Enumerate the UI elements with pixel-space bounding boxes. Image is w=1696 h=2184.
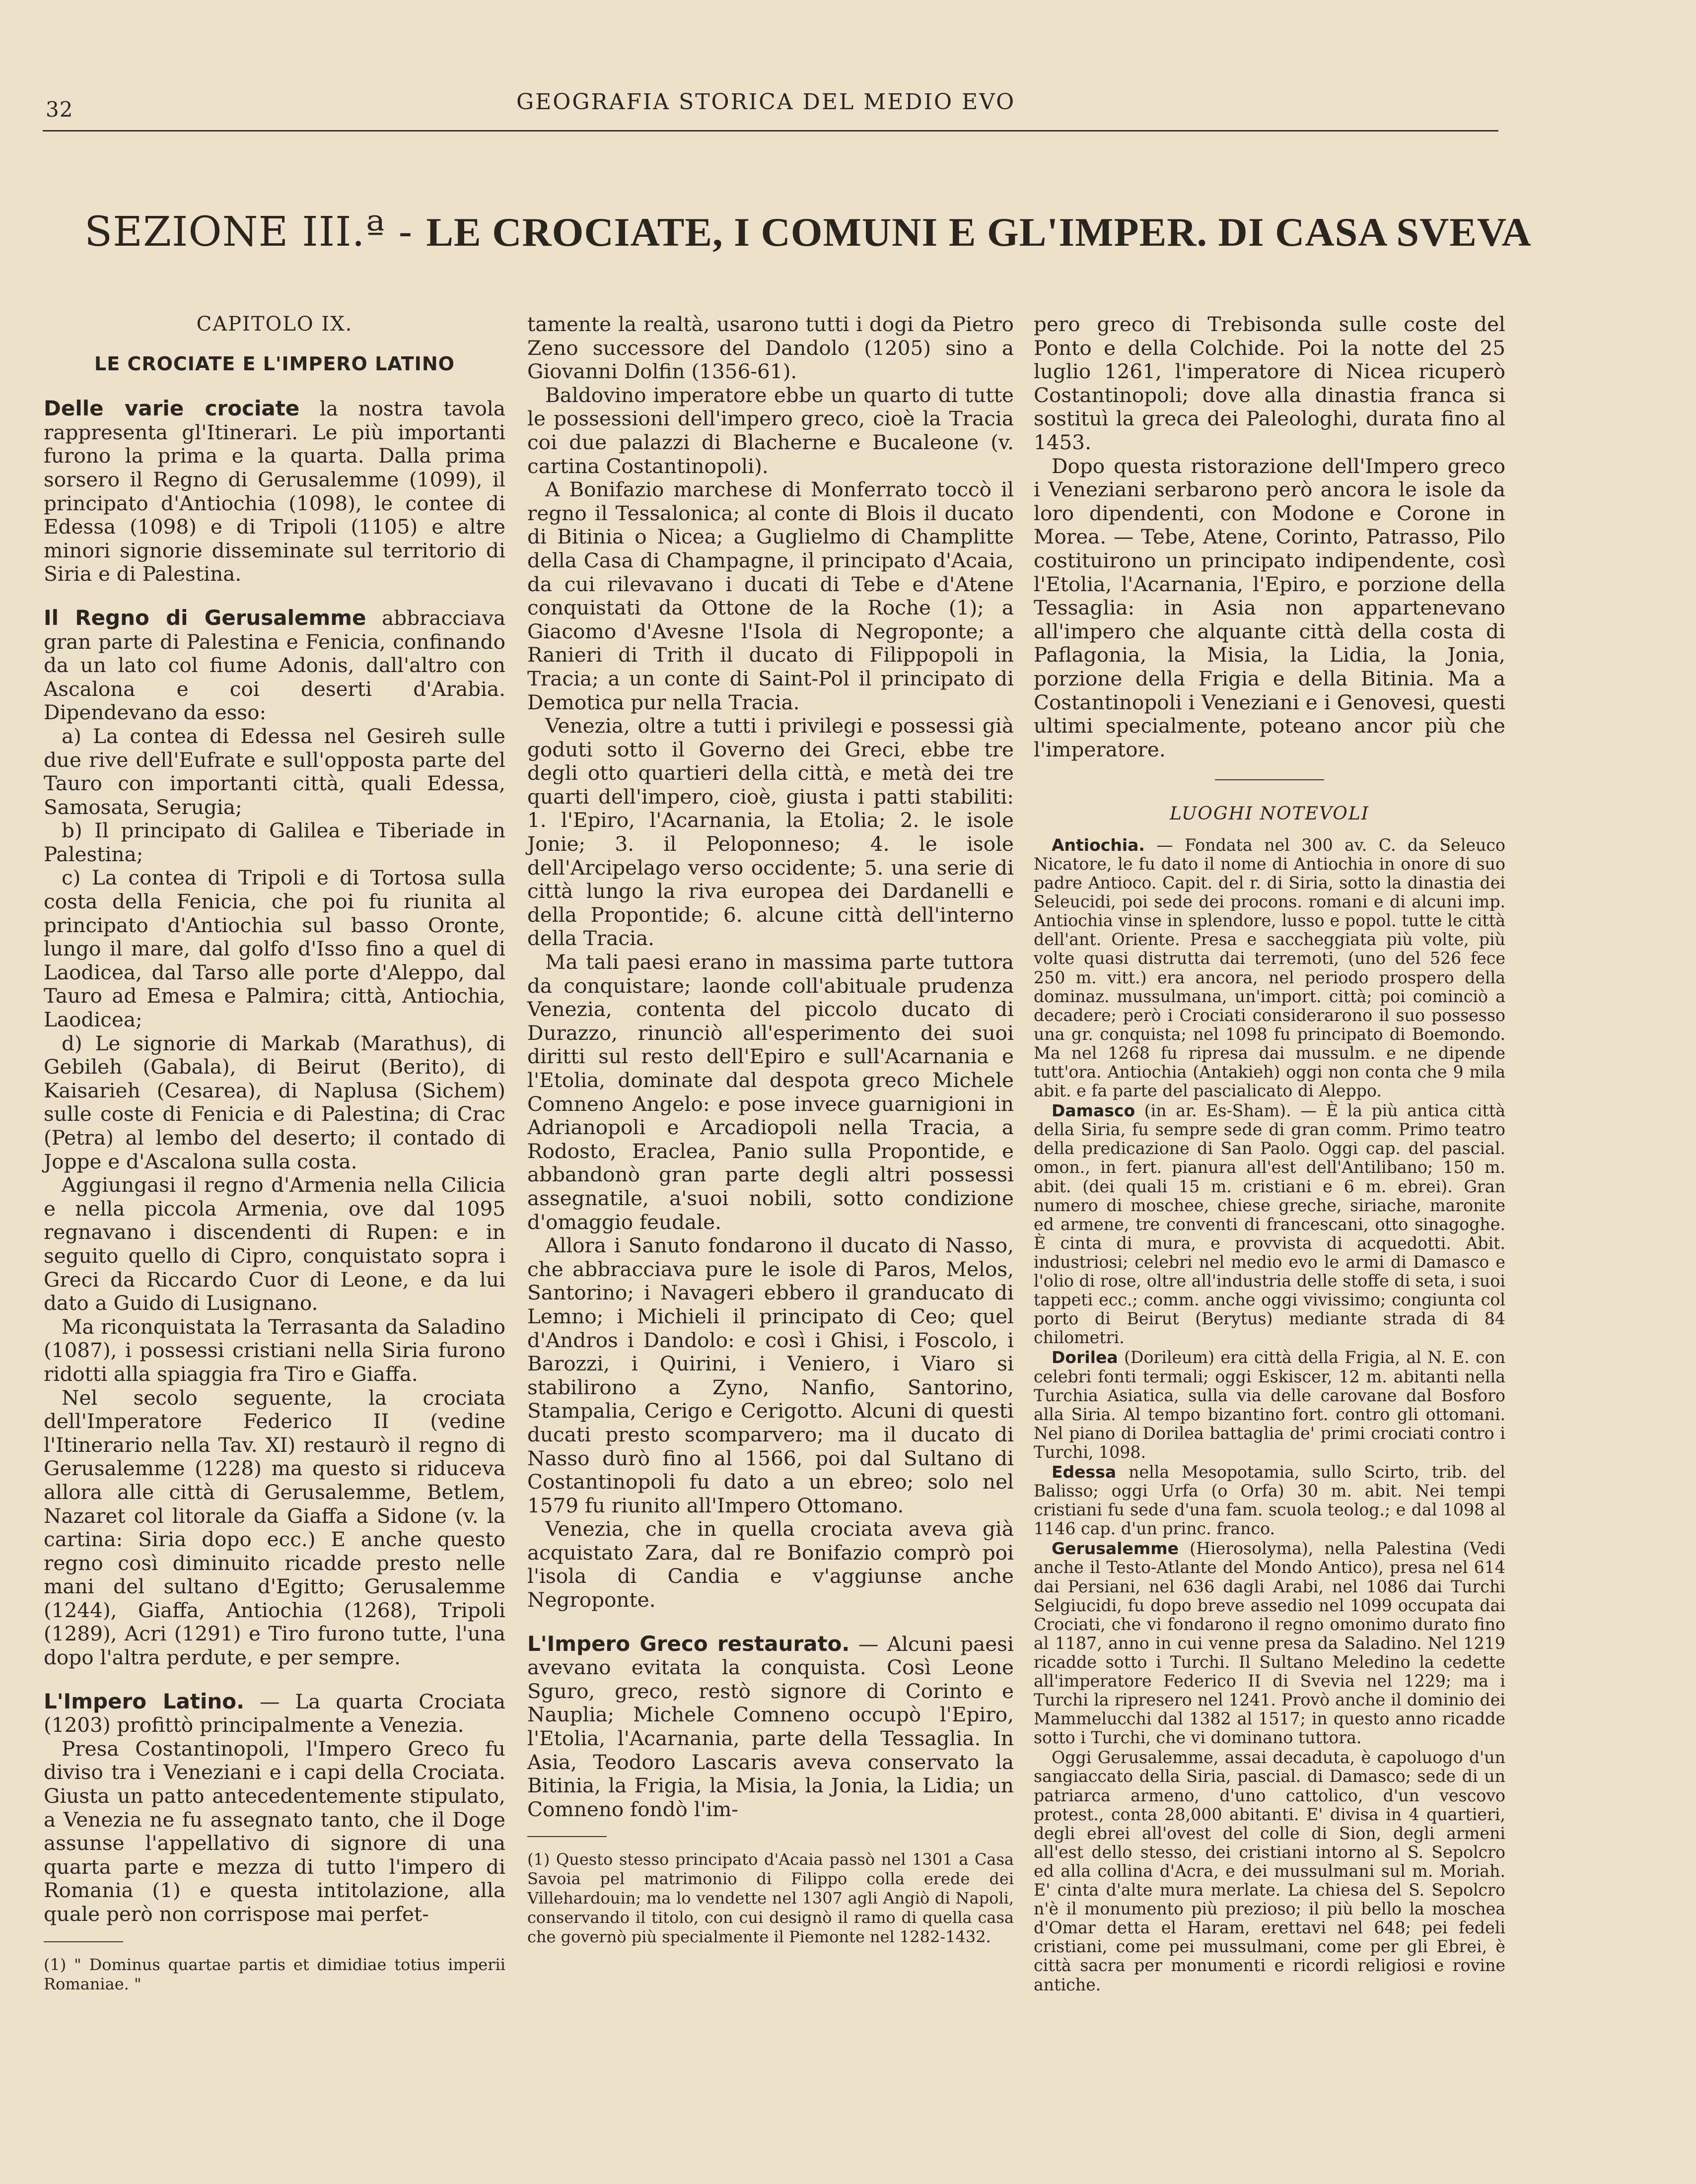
page-number: 32: [46, 97, 73, 122]
paragraph: Dopo questa ristorazione dell'Impero greco i Veneziani serbarono però ancora le isole da loro dipendenti, con Modone e Corone in Morea. — Tebe, Atene, Corinto, Patrasso, Pilo costituirono un principato indipendente, così l'Etolia, l'Acarnania, l'Epiro, e porzione della Tessaglia: in Asia non appartenevano all'impero che alquante città della costa di Paflagonia, la Misia, la Lidia, la Jonia, porzione della Frigia e della Bitinia. Ma a Costantinopoli i Veneziani e i Genovesi, questi ultimi specialmente, poteano ancor più che l'imperatore.: [1034, 454, 1505, 761]
header-rule: [43, 130, 1498, 132]
paragraph: Presa Costantinopoli, l'Impero Greco fu diviso tra i Veneziani e i capi della Crociata. Giusta un patto antecedentemente stipulato, a Venezia ne fu assegnato tanto, che il Doge assunse l'appellativo di signore di una quarta parte e mezza di tutto l'impero di Romania (1) e questa intitolazione, alla quale però non corrispose mai perfet-: [44, 1736, 505, 1926]
footnote: (1) " Dominus quartae partis et dimidiae totius imperii Romaniae. ": [44, 1955, 505, 1993]
paragraph-lead: Il Regno di Gerusalemme: [44, 605, 366, 630]
paragraph: c) La contea di Tripoli e di Tortosa sulla costa della Fenicia, che poi fu riunita al principato d'Antiochia sul basso Oronte, lungo il mare, dal golfo d'Isso fino a quel di Laodicea, dal Tarso alle porte d'Aleppo, dal Tauro ad Emesa e Palmira; città, Antiochia, Laodicea;: [44, 866, 505, 1032]
gazetteer-entry: Oggi Gerusalemme, assai decaduta, è capoluogo d'un sangiaccato della Siria, pascial. di Damasco; sede di un patriarca armeno, d'uno cattolico, d'un vescovo protest., conta 28,000 abitanti. E' divisa in 4 quartieri, degli ebrei all'ovest del colle di Sion, degli armeni all'est dello stesso, dei cristiani intorno al S. Sepolcro ed alla collina d'Acra, e dei mussulmani sul m. Moriah. E' cinta d'alte mura merlate. La chiesa del S. Sepolcro n'è il monumento più prezioso; il più bello la moschea d'Omar detta el Haram, erettavi nel 648; pei fedeli cristiani, come pei mussulmani, come per gli Ebrei, è città sacra per monumenti e ricordi religiosi e rovine antiche.: [1034, 1748, 1505, 1994]
gazetteer-entry: Dorilea (Dorileum) era città della Frigia, al N. E. con celebri fonti termali; oggi Eskiscer, 12 m. abitanti nella Turchia Asiatica, sulla via delle carovane dal Bosforo alla Siria. Al tempo bizantino fort. contro gli ottomani. Nel piano di Dorilea battaglia de' primi crociati contro i Turchi, 1098.: [1034, 1348, 1505, 1462]
paragraph: L'Impero Latino. — La quarta Crociata (1203) profittò principalmente a Venezia.: [44, 1689, 506, 1737]
luoghi-notevoli-title: LUOGHI NOTEVOLI: [1170, 804, 1369, 824]
paragraph: tamente la realtà, usarono tutti i dogi da Pietro Zeno successore del Dandolo (1205) sino a Giovanni Dolfin (1356-61).: [527, 312, 1014, 384]
column-1: [44, 313, 505, 1994]
entry-lead: Dorilea: [1052, 1348, 1118, 1367]
paragraph-lead: L'Impero Greco restaurato.: [527, 1631, 850, 1656]
paragraph: A Bonifazio marchese di Monferrato toccò il regno il Tessalonica; al conte di Blois il ducato di Bitinia o Nicea; a Guglielmo di Champlitte della Casa di Champagne, il principato d'Acaia, da cui rilevavano i ducati di Tebe e d'Atene conquistati da Ottone de la Roche (1); a Giacomo d'Avesne l'Isola di Negroponte; a Ranieri di Trith il ducato di Filippopoli in Tracia; a un conte di Saint-Pol il principato di Demotica pur nella Tracia.: [527, 478, 1014, 714]
gazetteer-entry: Damasco (in ar. Es-Sham). — È la più antica città della Siria, fu sempre sede di gran comm. Primo teatro della predicazione di San Paolo. Oggi cap. del pascial. omon., in fert. pianura all'est dell'Antilibano; 150 m. abit. (dei quali 15 m. cristiani e 6 m. ebrei). Gran numero di moschee, chiese greche, siriache, maronite ed armene, tre conventi di francescani, otto sinagoghe. È cinta di mura, e provvista di acquedotti. Abit. industriosi; celebri nel medio evo le armi di Damasco e l'olio di rose, oltre all'industria delle stoffe di seta, i suoi tappeti ecc.; comm. anche oggi vivissimo; congiunta col porto di Beirut (Berytus) mediante strada di 84 chilometri.: [1034, 1101, 1505, 1348]
paragraph: b) Il principato di Galilea e Tiberiade in Palestina;: [44, 819, 505, 866]
paragraph: Venezia, oltre a tutti i privilegi e possessi già goduti sotto il Governo dei Greci, ebbe tre degli otto quartieri della città, e metà dei tre quarti dell'impero, cioè, giusta i patti stabiliti: 1. l'Epiro, l'Acarnania, la Etolia; 2. le isole Jonie; 3. il Peloponneso; 4. le isole dell'Arcipelago verso occidente; 5. una serie di città lungo la riva europea dei Dardanelli e della Propontide; 6. alcune città dell'interno della Tracia.: [527, 714, 1014, 951]
running-header: GEOGRAFIA STORICA DEL MEDIO EVO: [516, 89, 1016, 115]
entry-lead: Damasco: [1052, 1101, 1135, 1121]
gazetteer-entry: Edessa nella Mesopotamia, sullo Scirto, trib. del Balisso; oggi Urfa (o Orfa) 30 m. abit. Nei tempi cristiani fu sede d'una fam. scuola teolog.; e dal 1098 al 1146 cap. d'un princ. franco.: [1034, 1462, 1505, 1539]
paragraph: a) La contea di Edessa nel Gesireh sulle due rive dell'Eufrate e sull'opposta parte del Tauro con importanti città, quali Edessa, Samosata, Serugia;: [44, 724, 505, 819]
paragraph: Ma tali paesi erano in massima parte tuttora da conquistare; laonde coll'abituale prudenza Venezia, contenta del piccolo ducato di Durazzo, rinunciò all'esperimento dei suoi diritti sul resto dell'Epiro e sull'Acarnania e l'Etolia, dominate dal despota greco Michele Comneno Angelo: e pose invece guarnigioni in Adrianopoli e Arcadiopoli nella Tracia, a Rodosto, Eraclea, Panio sulla Propontide, e abbandonò gran parte degli altri possessi assegnatile, a'suoi nobili, sotto condizione d'omaggio feudale.: [527, 950, 1014, 1234]
paragraph: pero greco di Trebisonda sulle coste del Ponto e della Colchide. Poi la notte del 25 luglio 1261, l'imperatore di Nicea ricuperò Costantinopoli; dove alla dinastia franca si sostituì la greca dei Paleologhi, durata fino al 1453.: [1034, 312, 1505, 454]
footnote: (1) Questo stesso principato d'Acaia passò nel 1301 a Casa Savoia pel matrimonio di Filippo colla erede dei Villehardouin; ma lo vendette nel 1307 agli Angiò di Napoli, conservando il titolo, con cui designò il ramo di quella casa che governò più specialmente il Piemonte nel 1282-1432.: [527, 1850, 1014, 1947]
footnote-rule: [527, 1836, 607, 1837]
footnote-rule: [44, 1941, 123, 1942]
paragraph-lead: Delle varie crociate: [44, 396, 300, 421]
paragraph: Allora i Sanuto fondarono il ducato di Nasso, che abbracciava pure le isole di Paros, Melos, Santorino; i Navageri ebbero il granducato di Lemno; i Michieli il principato di Ceo; quel d'Andros i Dandolo: e così i Ghisi, i Foscolo, i Barozzi, i Quirini, i Veniero, i Viaro si stabilirono a Zyno, Nanfio, Santorino, Stampalia, Cerigo e Cerigotto. Alcuni di questi ducati presto scomparvero; ma il ducato di Nasso durò fino al 1566, poi dal Sultano di Costantinopoli fu dato a un ebreo; solo nel 1579 fu riunito all'Impero Ottomano.: [527, 1233, 1014, 1517]
paragraph-lead: L'Impero Latino.: [44, 1689, 245, 1713]
entry-lead: Edessa: [1052, 1462, 1117, 1482]
paragraph: Aggiungasi il regno d'Armenia nella Cilicia e nella piccola Armenia, ove dal 1095 regnavano i discendenti di Rupen: e in seguito quello di Cipro, conquistato sopra i Greci da Riccardo Cuor di Leone, e da lui dato a Guido di Lusignano.: [44, 1173, 505, 1315]
column-3: [1034, 313, 1505, 1995]
paragraph: d) Le signorie di Markab (Marathus), di Gebileh (Gabala), di Beirut (Berito), di Kaisarieh (Cesarea), di Naplusa (Sichem) sulle coste di Fenicia e di Palestina; di Crac (Petra) al lembo del deserto; il contado di Joppe e d'Ascalona sulla costa.: [44, 1031, 505, 1173]
section-rule: [1215, 779, 1324, 780]
paragraph: Il Regno di Gerusalemme abbracciava gran parte di Palestina e Fenicia, confinando da un lato col fiume Adonis, dall'altro con Ascalona e coi deserti d'Arabia. Dipendevano da esso:: [44, 605, 505, 725]
paragraph: Baldovino imperatore ebbe un quarto di tutte le possessioni dell'impero greco, cioè la Tracia coi due palazzi di Blacherne e Bucaleone (v. cartina Costantinopoli).: [527, 383, 1014, 478]
section-heading: LE CROCIATE, I COMUNI E GL'IMPER. DI CASA SVEVA: [426, 209, 1532, 255]
entry-lead: Antiochia.: [1052, 835, 1145, 855]
gazetteer-entry: Gerusalemme (Hierosolyma), nella Palestina (Vedi anche il Testo-Atlante del Mondo Antico), presa nel 614 dai Persiani, nel 636 dagli Arabi, nel 1086 dai Turchi Selgiucidi, fu dopo breve assedio nel 1099 occupata dai Crociati, che vi fondarono il regno omonimo durato fino al 1187, anno in cui venne presa da Saladino. Nel 1219 ricadde sotto i Turchi. Il Sultano Meledino la cedette all'imperatore Federico II di Svevia nel 1229; ma i Turchi la ripresero nel 1241. Provò anche il dominio dei Mammelucchi dal 1382 al 1517; in questo anno ricadde sotto i Turchi, che vi dominano tuttora.: [1034, 1539, 1505, 1748]
section-prefix: SEZIONE III.ª -: [84, 208, 413, 256]
gazetteer: [1034, 836, 1505, 1994]
paragraph: Venezia, che in quella crociata aveva già acquistato Zara, dal re Bonifazio comprò poi l'isola di Candia e v'aggiunse anche Negroponte.: [527, 1517, 1014, 1612]
paragraph: L'Impero Greco restaurato. — Alcuni paesi avevano evitata la conquista. Così Leone Sguro, greco, restò signore di Corinto e Nauplia; Michele Comneno occupò l'Epiro, l'Etolia, l'Acarnania, parte della Tessaglia. In Asia, Teodoro Lascaris aveva conservato la Bitinia, la Frigia, la Misia, la Jonia, la Lidia; un Comneno fondò l'im-: [527, 1631, 1014, 1821]
chapter-number: CAPITOLO IX.: [196, 313, 353, 336]
entry-lead: Gerusalemme: [1052, 1539, 1179, 1559]
paragraph: Nel secolo seguente, la crociata dell'Imperatore Federico II (vedine l'Itinerario nella Tav. XI) restaurò il regno di Gerusalemme (1228) ma questo si riduceva allora alle città di Gerusalemme, Betlem, Nazaret col litorale da Giaffa a Sidone (v. la cartina: Siria dopo ecc.) E anche questo regno così diminuito ricadde presto nelle mani del sultano d'Egitto; Gerusalemme (1244), Giaffa, Antiochia (1268), Tripoli (1289), Acri (1291) e Tiro furono tutte, l'una dopo l'altra perdute, e per sempre.: [44, 1385, 505, 1670]
paragraph: Delle varie crociate la nostra tavola rappresenta gl'Itinerari. Le più importanti furono la prima e la quarta. Dalla prima sorsero il Regno di Gerusalemme (1099), il principato d'Antiochia (1098), le contee di Edessa (1098) e di Tripoli (1105) e altre minori signorie disseminate sul territorio di Siria e di Palestina.: [44, 396, 505, 586]
section-title: [84, 208, 1532, 256]
chapter-title: LE CROCIATE E L'IMPERO LATINO: [94, 352, 455, 375]
paragraph: Ma riconquistata la Terrasanta da Saladino (1087), i possessi cristiani nella Siria furono ridotti alla spiaggia fra Tiro e Giaffa.: [44, 1314, 505, 1386]
column-2: [527, 313, 1014, 1947]
gazetteer-entry: Antiochia. — Fondata nel 300 av. C. da Seleuco Nicatore, le fu dato il nome di Antiochia in onore di suo padre Antioco. Capit. del r. di Siria, sotto la dinastia dei Seleucidi, poi sede dei procons. romani e di alcuni imp. Antiochia vinse in splendore, lusso e popol. tutte le città dell'ant. Oriente. Presa e saccheggiata più volte, più volte quasi distrutta dai terremoti, (uno del 526 fece 250 m. vitt.) era ancora, nel periodo prospero della dominaz. mussulmana, un'import. città; poi cominciò a decadere; però i Crociati considerarono il suo possesso una gr. conquista; nel 1098 fu principato di Boemondo. Ma nel 1268 fu ripresa dai mussulm. e ne dipende tutt'ora. Antiochia (Antakieh) oggi non conta che 9 mila abit. e fa parte del pascialicato di Aleppo.: [1034, 835, 1505, 1101]
